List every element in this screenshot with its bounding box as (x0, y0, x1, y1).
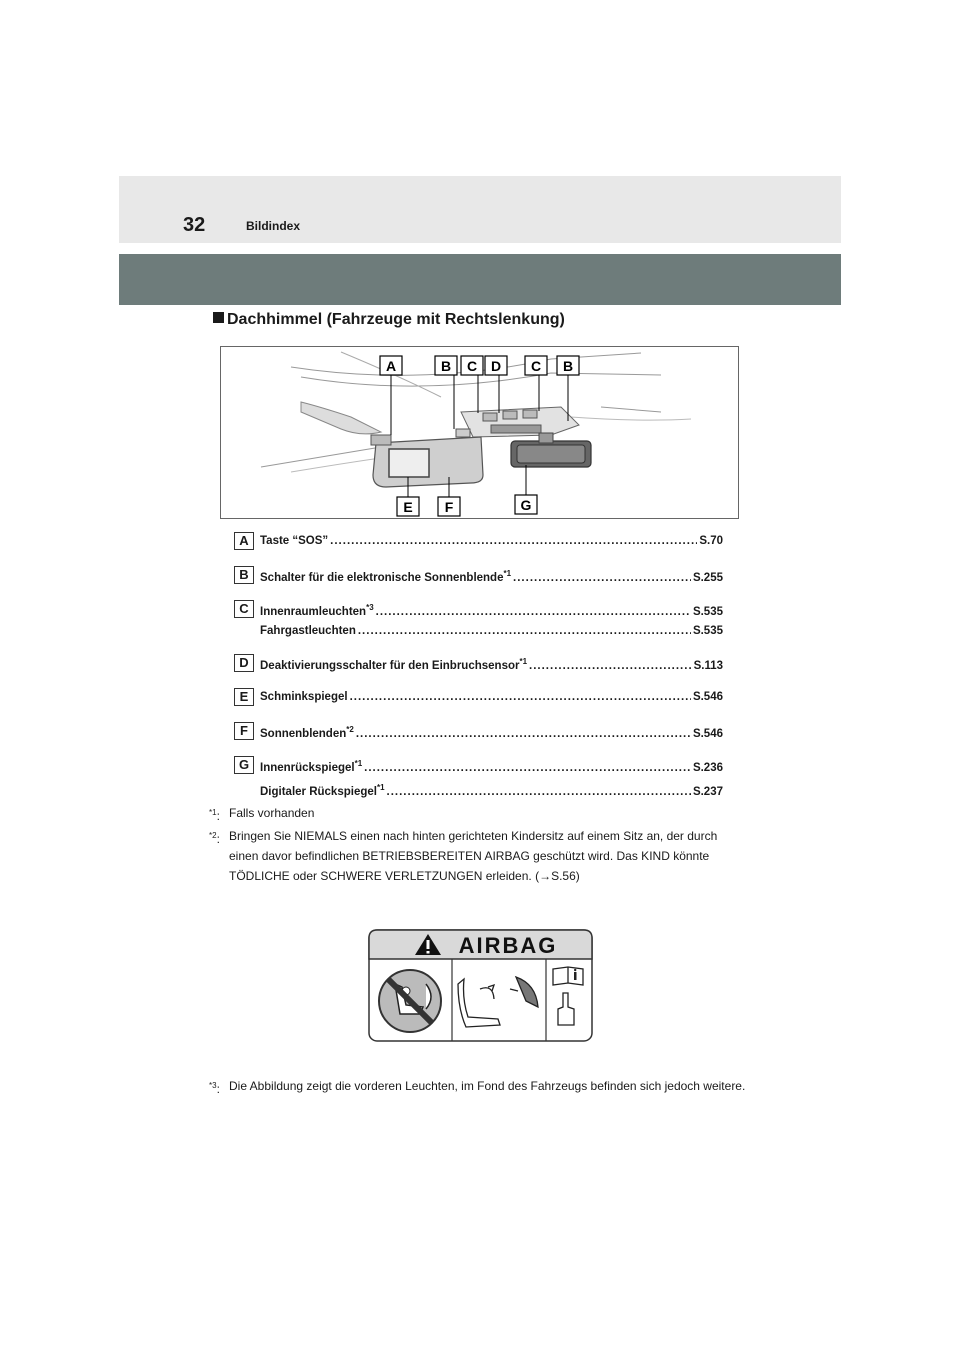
callout-c: C (466, 358, 478, 374)
callout-f: F (444, 499, 454, 515)
square-bullet-icon (213, 312, 224, 323)
callout-d: D (490, 358, 502, 374)
page-ref[interactable]: S.70 (699, 535, 723, 547)
entry-letter: E (234, 688, 254, 706)
footnote-ref: *3 (366, 603, 374, 612)
entry-letter: D (234, 654, 254, 672)
entry-label: Schalter für die elektronische Sonnenblende (260, 571, 504, 584)
entry-row (260, 569, 723, 584)
entry-g (234, 756, 724, 798)
entry-b (234, 566, 724, 586)
entry-a (234, 532, 724, 552)
entry-label: Sonnenblenden (260, 727, 347, 740)
airbag-title: AIRBAG (458, 933, 558, 958)
overhead-console-figure (220, 346, 739, 519)
entry-label: Fahrgastleuchten (260, 625, 356, 637)
entry-label: Innenraumleuchten (260, 605, 367, 618)
footnote-ref: *1 (519, 657, 528, 666)
entry-letter: B (234, 566, 254, 584)
footnote-mark: *3 (209, 1081, 217, 1090)
callout-b: B (440, 358, 452, 374)
entry-row (260, 759, 723, 774)
header-band (119, 176, 841, 243)
entry-letter: C (234, 600, 254, 618)
entry-letter: G (234, 756, 254, 774)
entry-row (260, 783, 723, 798)
callout-g: G (520, 497, 532, 513)
footnote-mark: *1 (209, 808, 217, 817)
entry-f (234, 722, 724, 742)
no-child-seat-icon (379, 970, 441, 1032)
footnote-ref: *1 (376, 783, 385, 792)
section-heading (213, 311, 565, 329)
entry-row (260, 691, 723, 703)
callout-a: A (385, 358, 397, 374)
page-ref[interactable]: S.546 (692, 691, 723, 703)
airbag-warning-label (368, 929, 593, 1042)
entry-letter: F (234, 722, 254, 740)
entry-d (234, 654, 724, 674)
airbag-label-graphic (368, 929, 593, 1042)
header-title: Bildindex (246, 219, 301, 233)
page-ref[interactable]: S.535 (692, 605, 723, 618)
page-ref[interactable]: S.236 (692, 761, 723, 774)
entry-row (260, 725, 723, 740)
footnote-text: Falls vorhanden (229, 806, 315, 820)
footnote-text: Bringen Sie NIEMALS einen nach hinten gerichteten Kindersitz auf einem Sitz an, der durch einen davor befindlichen BETRIEBSBEREITEN AIRBAG geschützt wird. Das KIND könnte TÖDLICHE oder SCHWERE VERLETZUNGEN erleiden. (→S.56) (229, 829, 718, 883)
footnote-ref: *1 (503, 569, 512, 578)
section-band (119, 254, 841, 305)
footnote-text: Die Abbildung zeigt die vorderen Leuchten, im Fond des Fahrzeugs befinden sich jedoch weitere. (229, 1079, 746, 1093)
entry-label: Taste “SOS” (260, 535, 329, 547)
page-ref[interactable]: S.255 (692, 571, 723, 584)
overhead-console-illustration (221, 347, 739, 519)
page-ref[interactable]: S.237 (692, 785, 723, 798)
entry-label: Schminkspiegel (260, 691, 348, 703)
entry-c (234, 600, 724, 637)
callout-e: E (403, 499, 413, 515)
footnote-ref: *2 (346, 725, 354, 734)
entry-letter: A (234, 532, 254, 550)
callout-c-2: C (530, 358, 542, 374)
footnote-ref: *1 (354, 759, 363, 768)
entry-row (260, 603, 723, 618)
page-number: 32 (183, 214, 206, 236)
entry-row (260, 535, 723, 547)
callout-b-2: B (562, 358, 574, 374)
entry-row (260, 657, 723, 672)
section-heading-text: Dachhimmel (Fahrzeuge mit Rechtslenkung) (227, 311, 565, 328)
entry-label: Innenrückspiegel (260, 761, 355, 774)
entry-e (234, 688, 724, 708)
page-ref[interactable]: S.535 (692, 625, 723, 637)
entry-row (260, 625, 723, 637)
entry-label: Deaktivierungsschalter für den Einbruchsensor (260, 659, 520, 672)
page-ref[interactable]: S.113 (693, 659, 723, 672)
page-ref[interactable]: S.546 (692, 727, 723, 740)
footnote-mark: *2 (209, 831, 217, 840)
entry-label: Digitaler Rückspiegel (260, 785, 377, 798)
